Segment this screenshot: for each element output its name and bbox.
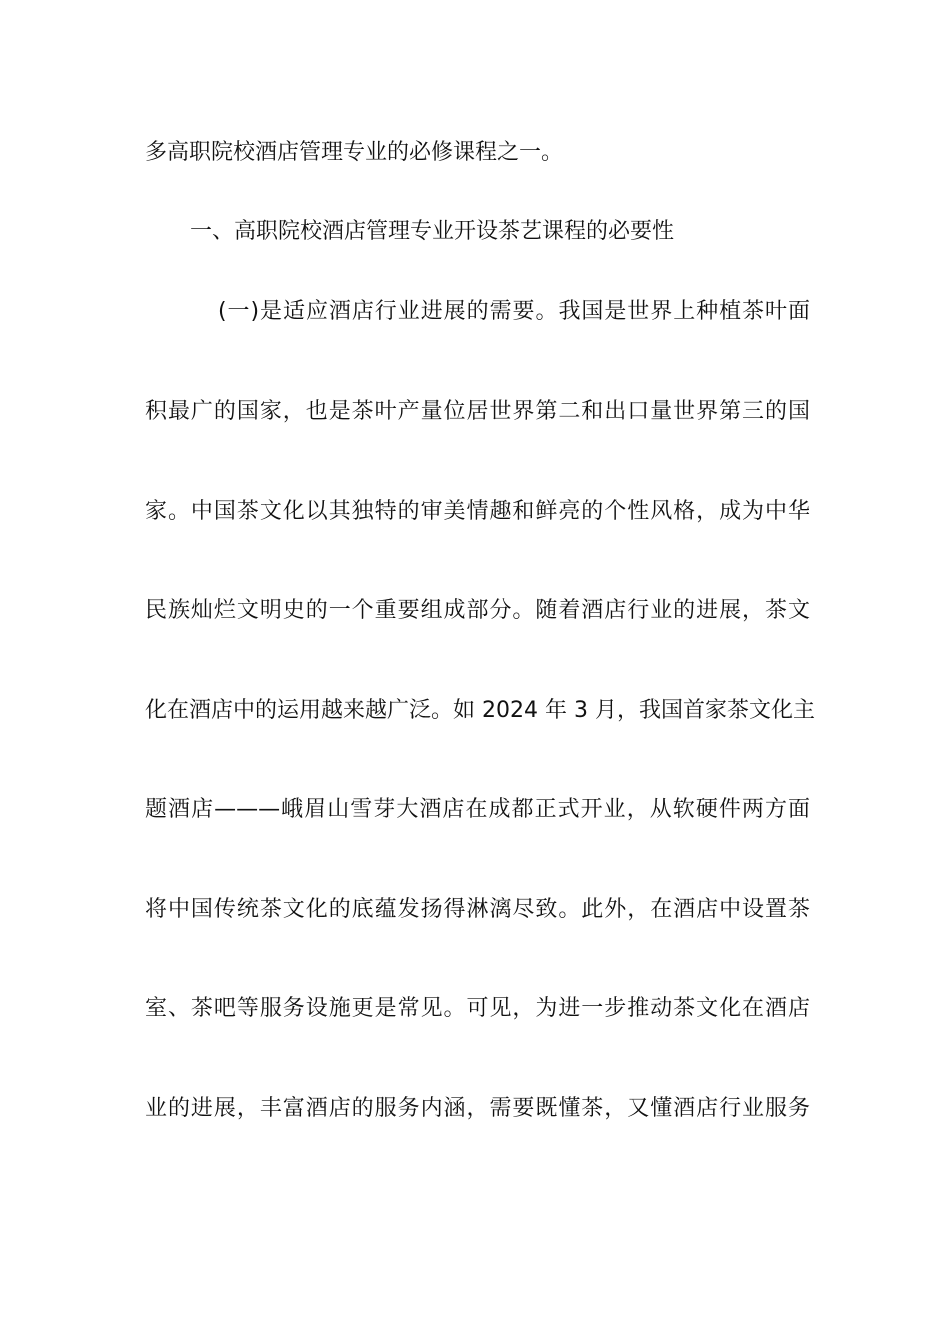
paragraph-line: 民族灿烂文明史的一个重要组成部分。随着酒店行业的进展，茶文 [145, 598, 810, 623]
paragraph-line: 室、茶吧等服务设施更是常见。可见，为进一步推动茶文化在酒店 [145, 996, 810, 1021]
paragraph-line: 家。中国茶文化以其独特的审美情趣和鲜亮的个性风格，成为中华 [145, 499, 810, 524]
paragraph-line: 化在酒店中的运用越来越广泛。如 2024 年 3 月，我国首家茶文化主 [145, 698, 815, 723]
paragraph-line: 将中国传统茶文化的底蕴发扬得淋漓尽致。此外，在酒店中设置茶 [145, 897, 810, 922]
paragraph-line: 业的进展，丰富酒店的服务内涵，需要既懂茶，又懂酒店行业服务 [145, 1096, 810, 1121]
paragraph-line: 多高职院校酒店管理专业的必修课程之一。 [145, 140, 564, 165]
paragraph-line: (一)是适应酒店行业进展的需要。我国是世界上种植茶叶面 [218, 299, 810, 324]
section-heading: 一、高职院校酒店管理专业开设茶艺课程的必要性 [190, 219, 675, 244]
paragraph-line: 积最广的国家，也是茶叶产量位居世界第二和出口量世界第三的国 [145, 399, 810, 424]
paragraph-line: 题酒店———峨眉山雪芽大酒店在成都正式开业，从软硬件两方面 [145, 797, 810, 822]
